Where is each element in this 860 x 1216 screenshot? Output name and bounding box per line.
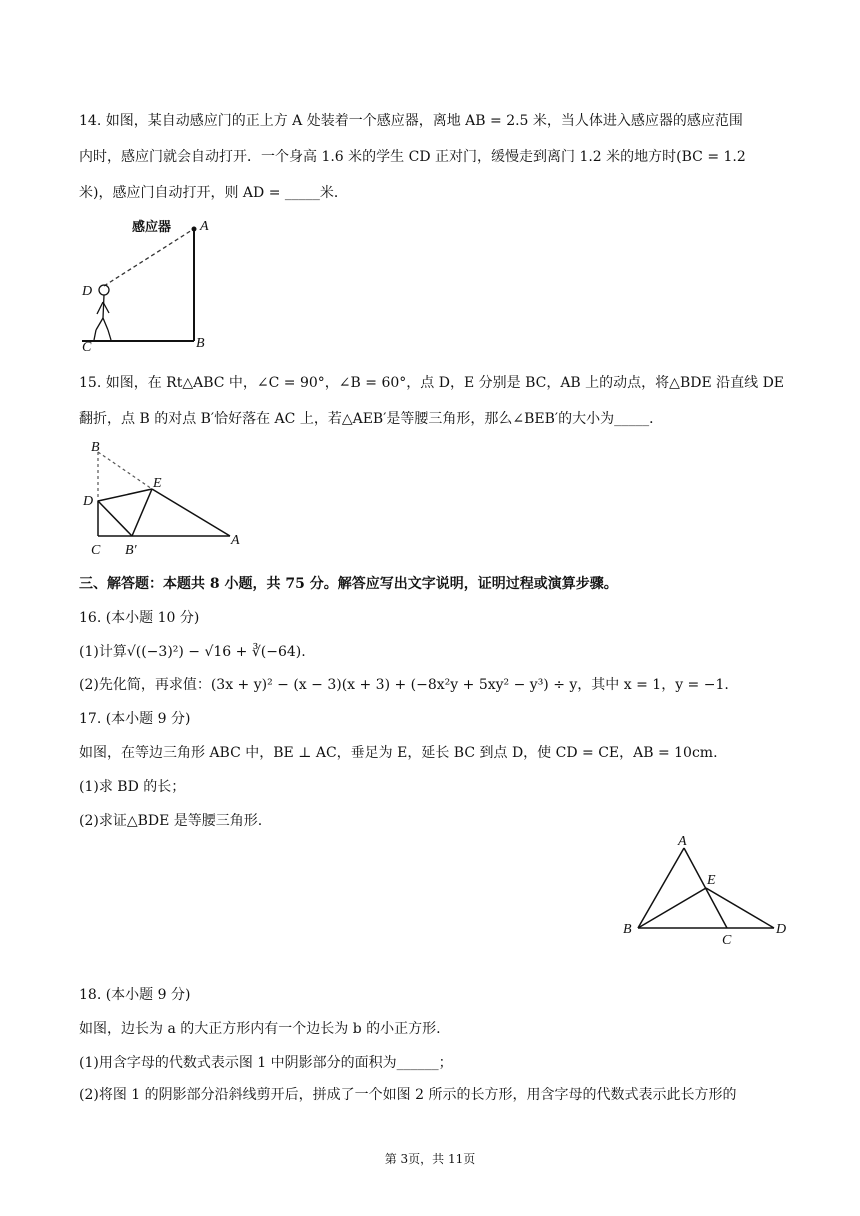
q17-part-1: (1)求 BD 的长； bbox=[79, 779, 186, 795]
label-b-prime: B′ bbox=[125, 543, 137, 558]
side-ea bbox=[152, 489, 230, 536]
q18-part-1: (1)用含字母的代数式表示图 1 中阴影部分的面积为______； bbox=[79, 1055, 453, 1071]
side-ab bbox=[638, 848, 684, 928]
label-d: D bbox=[776, 922, 787, 937]
q18-title: 18. (本小题 9 分) bbox=[79, 987, 191, 1003]
q15-line-1: 15. 如图，在 Rt△ABC 中，∠C = 90°，∠B = 60°，点 D，E 分别是 BC，AB 上的动点，将△BDE 沿直线 DE bbox=[79, 375, 785, 391]
section-3-heading: 三、解答题：本题共 8 小题，共 75 分。解答应写出文字说明，证明过程或演算步骤。 bbox=[79, 576, 618, 592]
segment-be bbox=[638, 888, 706, 928]
label-a: A bbox=[678, 834, 687, 849]
q15-line-2: 翻折，点 B 的对点 B′恰好落在 AC 上，若△AEB′是等腰三角形，那么∠BEB′的大小为_____． bbox=[79, 411, 664, 427]
label-a: A bbox=[200, 219, 209, 234]
label-c: C bbox=[722, 933, 732, 947]
q15-figure bbox=[80, 436, 250, 561]
sensor-label: 感应器 bbox=[132, 220, 172, 235]
q16-part-1: (1)计算√((−3)²) − √16 + ∛(−64). bbox=[79, 644, 306, 660]
q18-intro: 如图，边长为 a 的大正方形内有一个边长为 b 的小正方形. bbox=[79, 1021, 441, 1037]
label-b: B bbox=[623, 922, 632, 937]
q17-figure bbox=[618, 832, 798, 947]
page-footer: 第 3页，共 11页 bbox=[384, 1152, 476, 1166]
q16-title: 16. (本小题 10 分) bbox=[79, 610, 200, 626]
label-a: A bbox=[231, 533, 240, 548]
sensor-point bbox=[192, 227, 197, 232]
segment-db-prime bbox=[98, 501, 132, 536]
label-e: E bbox=[707, 873, 716, 888]
label-d: D bbox=[83, 494, 94, 509]
q14-line-3: 米)，感应门自动打开，则 AD = _____米． bbox=[79, 185, 348, 201]
label-d: D bbox=[82, 284, 93, 299]
q17-intro: 如图，在等边三角形 ABC 中，BE ⊥ AC，垂足为 E，延长 BC 到点 D，使 CD = CE，AB = 10cm. bbox=[79, 745, 718, 761]
q14-line-2: 内时，感应门就会自动打开．一个身高 1.6 米的学生 CD 正对门，缓慢走到离门 1.2 米的地方时(BC = 1.2 bbox=[79, 149, 746, 165]
q17-part-2: (2)求证△BDE 是等腰三角形. bbox=[79, 813, 263, 829]
label-c: C bbox=[82, 340, 92, 354]
sensor-ray-da bbox=[104, 230, 192, 286]
q16-part-2: (2)先化简，再求值：(3x + y)² − (x − 3)(x + 3) + (−8x²y + 5xy² − y³) ÷ y，其中 x = 1，y = −1. bbox=[79, 677, 729, 693]
label-b: B bbox=[196, 336, 205, 351]
q17-title: 17. (本小题 9 分) bbox=[79, 711, 191, 727]
fold-de bbox=[98, 489, 152, 501]
q14-line-1: 14. 如图，某自动感应门的正上方 A 处装着一个感应器，离地 AB = 2.5 米，当人体进入感应器的感应范围 bbox=[79, 113, 743, 129]
student-figure bbox=[94, 285, 111, 340]
dashed-be bbox=[98, 452, 152, 489]
q14-figure bbox=[80, 214, 220, 354]
label-b: B bbox=[91, 440, 100, 455]
q18-part-2: (2)将图 1 的阴影部分沿斜线剪开后，拼成了一个如图 2 所示的长方形，用含字母的代数式表示此长方形的 bbox=[79, 1087, 737, 1103]
label-e: E bbox=[153, 476, 162, 491]
segment-eb-prime bbox=[132, 489, 152, 536]
label-c: C bbox=[91, 543, 101, 558]
